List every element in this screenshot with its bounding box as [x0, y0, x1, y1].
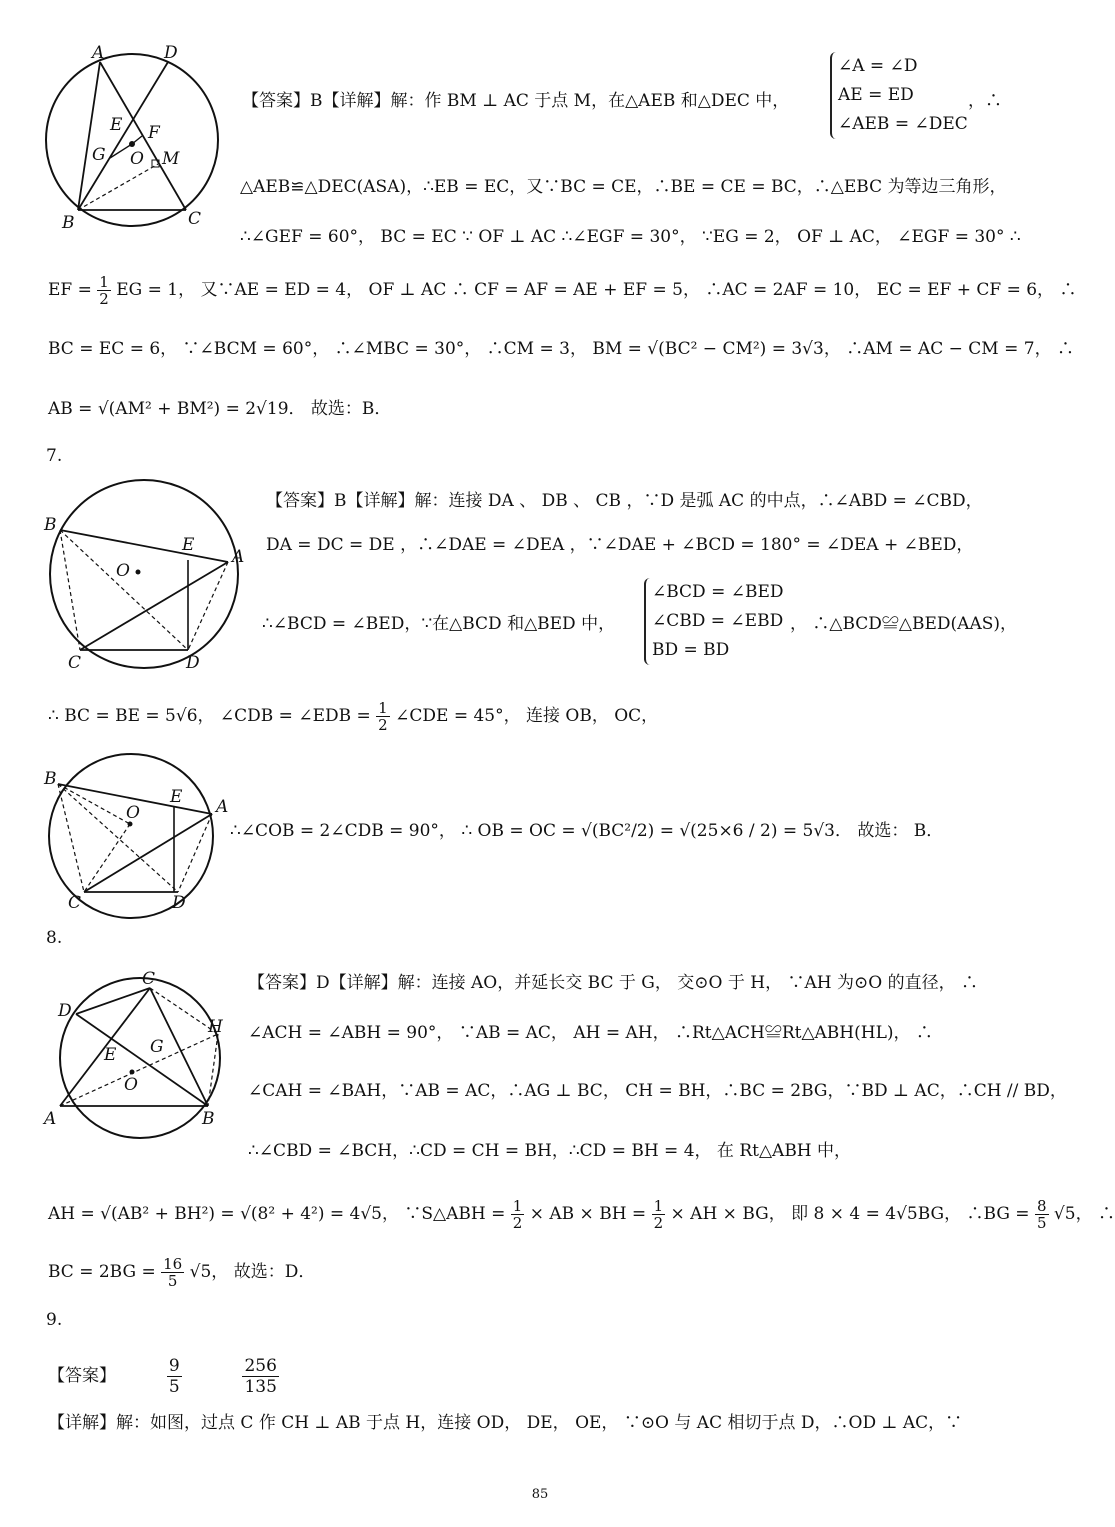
- q8-label-a: A: [44, 1109, 57, 1129]
- q8-label-o: O: [124, 1075, 138, 1095]
- q6-label-m: M: [162, 149, 180, 169]
- q8-line-6: [48, 1256, 315, 1289]
- q8-frac-sixteen-fifths: $\frac{16}{5}$: [163, 1255, 183, 1290]
- q8-line-5-a: AH = √(AB² + BH²) = √(8² + 4²) = 4√5， ∵S△ABH =: [48, 1204, 506, 1224]
- page-number: 85: [531, 1487, 549, 1502]
- q7-fig1-label-b: B: [44, 515, 57, 535]
- q8-number: 8.: [46, 928, 63, 948]
- q8-frac-eight-fifths: $\frac{8}{5}$: [1036, 1197, 1047, 1232]
- q8-line-6-post: √5， 故选：D．: [189, 1262, 316, 1282]
- q7-line-3: ∴∠BCD = ∠BED，∵在△BCD 和△BED 中，: [262, 614, 616, 634]
- q8-line-2: ∠ACH = ∠ABH = 90°， ∵AB = AC， AH = AH， ∴Rt△ACH≌Rt△ABH(HL)， ∴: [248, 1023, 933, 1043]
- q8-figure: [40, 968, 240, 1128]
- q8-line-6-pre: BC = 2BG =: [48, 1262, 156, 1282]
- q7-fig2-label-e: E: [170, 787, 183, 807]
- q7-brace-2: ∠CBD = ∠EBD: [652, 611, 784, 631]
- q7-frac-half: $\frac{1}{2}$: [378, 699, 388, 734]
- q6-line-6: AB = √(AM² + BM²) = 2√19． 故选：B．: [48, 399, 392, 419]
- q7-figure-1: [40, 480, 250, 673]
- q6-brace: [830, 52, 968, 139]
- q6-brace-tail: ，∴: [968, 91, 1002, 111]
- q7-fig1-label-e: E: [182, 535, 195, 555]
- q6-line-4: [48, 274, 1076, 307]
- q8-line-5-d: √5， ∴: [1053, 1204, 1115, 1224]
- q7-line-1: 【答案】B【详解】解：连接 DA 、 DB 、 CB ，∵D 是弧 AC 的中点，∴∠ABD = ∠CBD，: [266, 491, 983, 511]
- q6-label-f: F: [148, 123, 160, 143]
- q6-label-g: G: [92, 145, 106, 165]
- q6-line-4-post: EG = 1， 又∵AE = ED = 4， OF ⊥ AC ∴ CF = AF = AE + EF = 5， ∴AC = 2AF = 10， EC = EF + CF = 6， ∴: [116, 280, 1077, 300]
- q8-label-d: D: [58, 1001, 72, 1021]
- q7-fig2-label-b: B: [44, 769, 57, 789]
- q7-fig1-label-o: O: [116, 561, 130, 581]
- q7-line-5: ∴∠COB = 2∠CDB = 90°， ∴ OB = OC = √(BC²/2) = √(25×6 / 2) = 5√3． 故选： B．: [230, 821, 944, 841]
- q7-brace-1: ∠BCD = ∠BED: [652, 582, 784, 602]
- q8-label-h: H: [208, 1017, 223, 1037]
- q6-line-2: △AEB≌△DEC(ASA)，∴EB = EC，又∵BC = CE，∴BE = CE = BC，∴△EBC 为等边三角形，: [240, 177, 1007, 197]
- q9-answer-2: $\frac{256}{135}$: [244, 1356, 277, 1397]
- q9-answer-label: 【答案】: [48, 1366, 116, 1386]
- q6-frac-half: $\frac{1}{2}$: [99, 273, 109, 308]
- q8-label-c: C: [142, 969, 156, 989]
- q7-fig2-label-a: A: [216, 797, 229, 817]
- q7-fig1-label-a: A: [232, 547, 245, 567]
- q6-brace-1: ∠A = ∠D: [838, 56, 918, 76]
- q8-line-1: 【答案】D【详解】解：连接 AO，并延长交 BC 于 G， 交⊙O 于 H， ∵AH 为⊙O 的直径， ∴: [248, 973, 978, 993]
- q7-line-4: [48, 700, 658, 733]
- q7-fig2-label-d: D: [172, 893, 186, 913]
- q6-label-d: D: [164, 43, 178, 63]
- q8-label-e: E: [104, 1045, 117, 1065]
- q7-fig2-label-o: O: [126, 803, 140, 823]
- q7-line-4-pre: ∴ BC = BE = 5√6， ∠CDB = ∠EDB =: [48, 706, 371, 726]
- q7-figure-2: [40, 762, 230, 918]
- q7-brace-tail: ， ∴△BCD≌△BED(AAS)，: [790, 614, 1017, 634]
- q8-line-4: ∴∠CBD = ∠BCH，∴CD = CH = BH，∴CD = BH = 4， 在 Rt△ABH 中，: [248, 1141, 852, 1161]
- q6-line-4-pre: EF =: [48, 280, 92, 300]
- q6-label-o: O: [130, 149, 144, 169]
- q7-number: 7.: [46, 446, 63, 466]
- q7-line-2: DA = DC = DE ，∴∠DAE = ∠DEA ，∵∠DAE + ∠BCD = 180° = ∠DEA + ∠BED，: [266, 535, 974, 555]
- q9-number: 9.: [46, 1310, 63, 1330]
- q6-figure: [40, 42, 230, 237]
- q8-line-3: ∠CAH = ∠BAH，∵AB = AC，∴AG ⊥ BC， CH = BH，∴BC = 2BG，∵BD ⊥ AC，∴CH // BD，: [248, 1081, 1067, 1101]
- q6-brace-2: AE = ED: [838, 85, 914, 105]
- q8-label-g: G: [150, 1037, 164, 1057]
- q6-label-e: E: [110, 115, 123, 135]
- q7-brace: [644, 578, 784, 665]
- q7-brace-3: BD = BD: [652, 640, 730, 660]
- q9-line-1: 【详解】解：如图，过点 C 作 CH ⊥ AB 于点 H，连接 OD， DE， OE， ∵⊙O 与 AC 相切于点 D，∴OD ⊥ AC，∵: [48, 1413, 963, 1433]
- q6-line-1: 【答案】B【详解】解：作 BM ⊥ AC 于点 M，在△AEB 和△DEC 中，: [242, 91, 790, 111]
- q6-label-b: B: [62, 213, 75, 233]
- q6-line-3: ∴∠GEF = 60°， BC = EC ∵ OF ⊥ AC ∴∠EGF = 30°， ∵EG = 2， OF ⊥ AC， ∠EGF = 30° ∴: [240, 227, 1021, 247]
- q8-line-5: [48, 1198, 1115, 1231]
- q8-line-5-c: × AH × BG， 即 8 × 4 = 4√5BG， ∴BG =: [670, 1204, 1030, 1224]
- q7-line-4-post: ∠CDE = 45°， 连接 OB， OC，: [395, 706, 659, 726]
- q7-fig2-label-c: C: [68, 893, 82, 913]
- q6-label-c: C: [188, 209, 202, 229]
- q7-fig1-label-d: D: [186, 653, 200, 673]
- q7-fig1-label-c: C: [68, 653, 82, 673]
- q6-brace-3: ∠AEB = ∠DEC: [838, 114, 968, 134]
- q8-label-b: B: [202, 1109, 215, 1129]
- q6-label-a: A: [92, 43, 105, 63]
- q6-line-5: BC = EC = 6， ∵∠BCM = 60°， ∴∠MBC = 30°， ∴CM = 3， BM = √(BC² − CM²) = 3√3， ∴AM = AC − CM = 7， ∴: [48, 339, 1074, 359]
- q8-frac-half-2: $\frac{1}{2}$: [653, 1197, 664, 1232]
- q8-frac-half-1: $\frac{1}{2}$: [512, 1197, 523, 1232]
- q9-answer: [48, 1356, 279, 1397]
- q8-line-5-b: × AB × BH =: [529, 1204, 647, 1224]
- q9-answer-1: $\frac{9}{5}$: [168, 1356, 180, 1397]
